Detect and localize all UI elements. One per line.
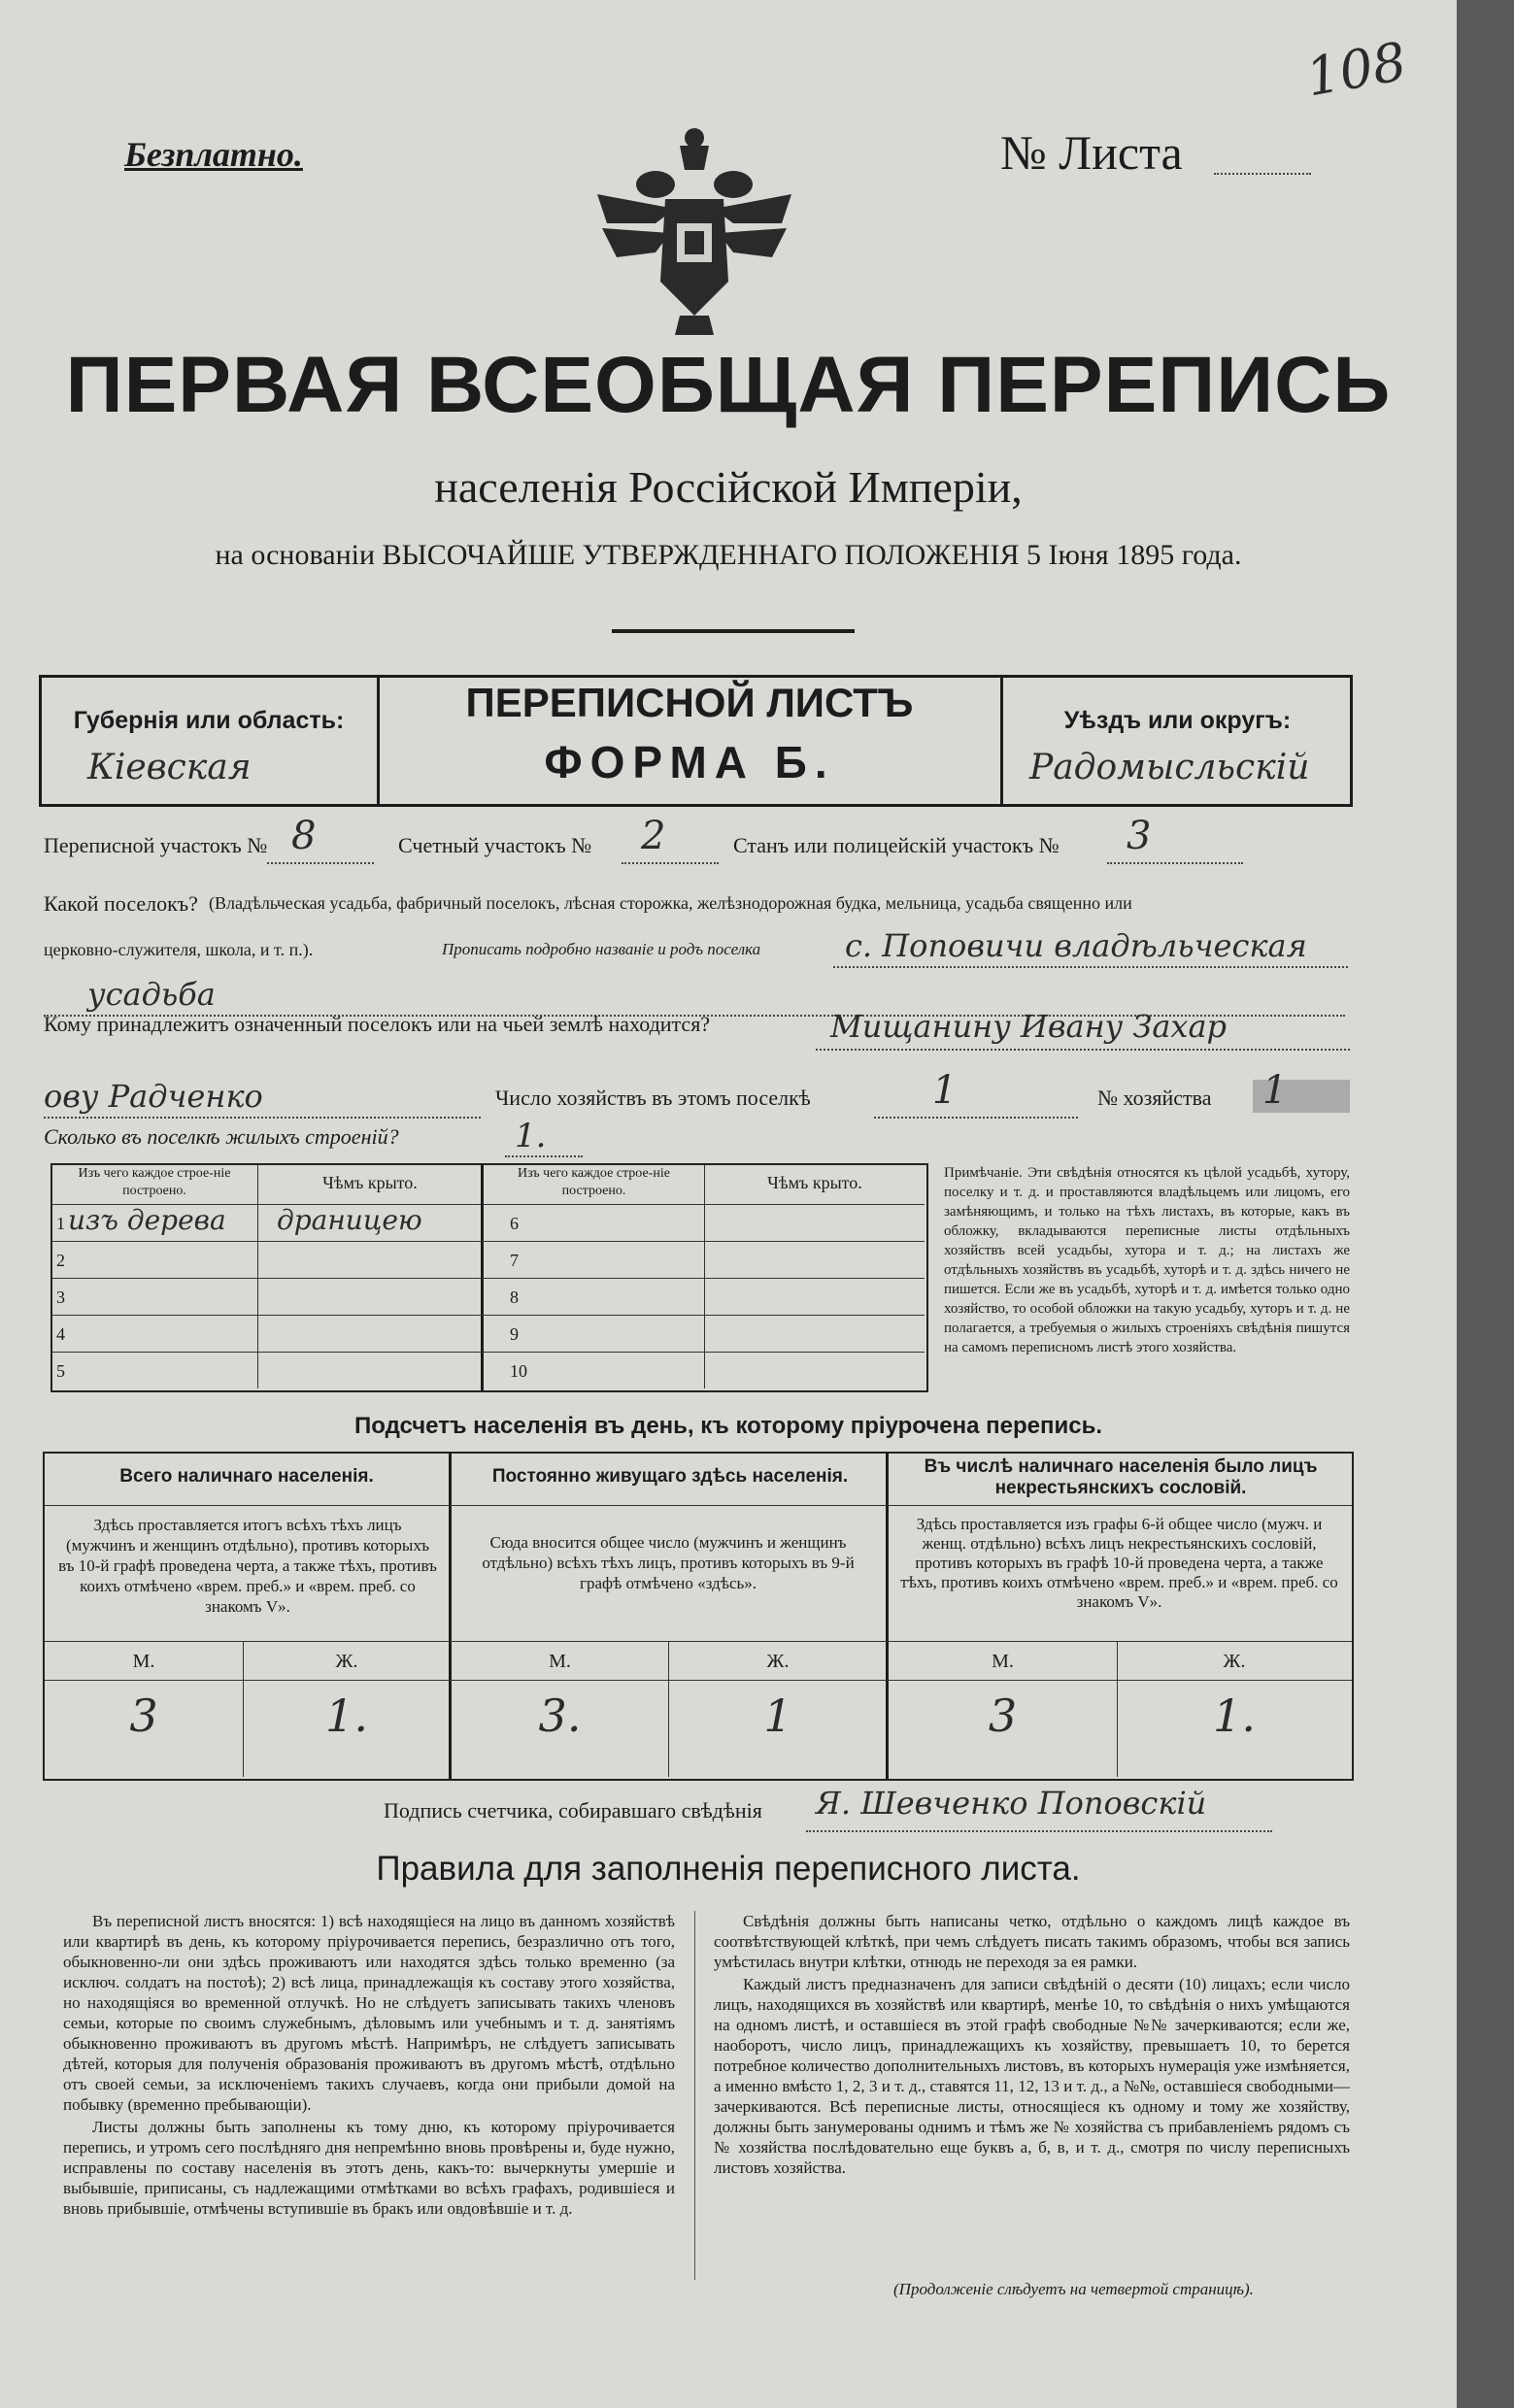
signature-label: Подпись счетчика, собиравшаго свѣдѣнія <box>384 1798 762 1823</box>
building-row-number: 6 <box>510 1214 519 1233</box>
gubernia-label: Губернія или область: <box>73 707 345 734</box>
owner-value-2: ову Радченко <box>44 1078 263 1115</box>
rules-paragraph: Въ переписной листъ вносятся: 1) всѣ находящіеся на лицо въ данномъ хозяйствѣ или квартирѣ въ день, къ которому пріурочивается перепись, безразлично отъ того, обыкновенно-ли они здѣсь проживаютъ или находятся здѣсь только временно (за исключ. солдатъ на постоѣ); 2) всѣ лица, принадлежащія къ составу этого хозяйства, но находящіяся во временной отлучкѣ. Но не слѣдуетъ записывать такихъ членовъ семьи, которые по своимъ служебнымъ, дѣловымъ или учебнымъ и т. д. занятіямъ обыкновенно проживаютъ въ другомъ мѣстѣ. Напримѣръ, не слѣдуетъ записывать дѣтей, которыя для полученія образованія проживаютъ въ другомъ мѣстѣ, отдѣльно отъ своей семьи, за исключеніемъ такихъ случаевъ, когда они прибыли домой на побывку (временно пребывающіи). <box>63 1912 675 2114</box>
counting-district-value: 2 <box>641 814 666 858</box>
female-label: Ж. <box>1223 1651 1246 1672</box>
free-label: Безплатно. <box>124 135 303 174</box>
building-row-number: 2 <box>56 1251 65 1270</box>
population-male-nonpeasant: 3 <box>988 1689 1018 1742</box>
continued-note: (Продолженіе слѣдуетъ на четвертой страницѣ). <box>893 2280 1254 2298</box>
owner-value-1: Мищанину Ивану Захар <box>830 1008 1228 1045</box>
building-row-number: 4 <box>56 1324 65 1344</box>
corner-archive-number: 108 <box>1301 30 1411 109</box>
page-title: ПЕРВАЯ ВСЕОБЩАЯ ПЕРЕПИСЬ <box>65 341 1392 429</box>
population-heading: Всего наличнаго населенія. <box>119 1466 374 1487</box>
female-label: Ж. <box>335 1651 358 1672</box>
settlement-value-1: с. Поповичи владѣльческая <box>845 927 1307 964</box>
population-heading: Постоянно живущаго здѣсь населенія. <box>491 1466 849 1487</box>
population-desc: Здѣсь проставляется итогъ всѣхъ тѣхъ лицъ (мужчинъ и женщинъ отдѣльно), противъ которыхъ въ 10-й графѣ проведена черта, а также тѣхъ, противъ коихъ отмѣчено «врем. преб.» и «врем. преб. со знакомъ V». <box>58 1516 437 1616</box>
col-material-right: Изъ чего каждое строе-ніе построено. <box>518 1166 670 1198</box>
population-heading: Въ числѣ наличнаго населенія было лицъ некрестьянскихъ сословій. <box>924 1456 1318 1498</box>
building-row-number: 9 <box>510 1324 519 1344</box>
building-row-number: 3 <box>56 1288 65 1307</box>
rules-title: Правила для заполненія переписного листа. <box>376 1850 1081 1888</box>
settlement-hint-line3: Прописать подробно названіе и родъ поселка <box>442 940 761 958</box>
col-roof-left: Чѣмъ крыто. <box>322 1173 418 1192</box>
male-label: М. <box>992 1651 1014 1672</box>
form-label: ФОРМА Б. <box>544 737 835 787</box>
counting-district-label: Счетный участокъ № <box>398 833 592 857</box>
rules-left-column <box>63 1911 675 2219</box>
rules-paragraph: Листы должны быть заполнены къ тому дню, къ которому пріурочивается перепись, и утромъ сего послѣдняго дня непремѣнно вновь провѣрены и, буде нужно, исправлены по составу населенія въ этотъ день, какъ-то: вычеркнуты умершіе и выбывшіе, приписаны, съ надлежащими отмѣтками во всѣхъ графахъ, родившіеся и вновь прибывшіе, отмѣчены вступившіе въ бракъ или овдовѣвшіе и т. д. <box>63 2118 675 2218</box>
settlement-label: Какой поселокъ? <box>44 891 198 916</box>
building-row-number: 8 <box>510 1288 519 1307</box>
legal-basis: на основаніи ВЫСОЧАЙШЕ УТВЕРЖДЕННАГО ПОЛОЖЕНІЯ 5 Іюня 1895 года. <box>215 539 1242 571</box>
sheet-number-label: № Листа <box>1000 125 1183 180</box>
population-male-permanent: 3. <box>538 1689 582 1742</box>
households-value: 1 <box>932 1068 958 1113</box>
dwellings-value: 1. <box>515 1117 547 1155</box>
census-district-label: Переписной участокъ № <box>44 833 268 857</box>
stan-label: Станъ или полицейскій участокъ № <box>733 833 1060 857</box>
population-female-total: 1. <box>325 1689 368 1742</box>
col-roof-right: Чѣмъ крыто. <box>767 1173 862 1192</box>
signature-value: Я. Шевченко Поповскій <box>816 1785 1207 1822</box>
population-female-nonpeasant: 1. <box>1213 1689 1256 1742</box>
building-roof: драницею <box>277 1204 422 1236</box>
divider <box>612 629 855 633</box>
population-female-permanent: 1 <box>763 1689 792 1742</box>
building-material: изъ дерева <box>68 1204 226 1236</box>
male-label: М. <box>132 1651 155 1672</box>
population-desc: Здѣсь проставляется изъ графы 6-й общее число (мужч. и женщ. отдѣльно) всѣхъ лицъ некрестьянскихъ сословій, противъ которыхъ въ графѣ 10-й проведена черта, а также тѣхъ, противъ коихъ отмѣчено «врем. преб.» и «врем. преб. со знакомъ V». <box>900 1515 1338 1611</box>
female-label: Ж. <box>766 1651 790 1672</box>
census-district-value: 8 <box>291 814 317 858</box>
note-text: Примѣчаніе. Эти свѣдѣнія относятся къ цѣлой усадьбѣ, хутору, поселку и т. д. и проставляются владѣльцемъ или лицомъ, его замѣняющимъ, и только на тѣхъ листахъ, въ которые, какъ въ обложку, вкладываются переписные листы отдѣльныхъ хозяйствъ всей усадьбы, хутора и т. д.; на листахъ же отдѣльныхъ хозяйствъ въ усадьбѣ, хуторѣ и т. д. здѣсь ничего не пишется. Если же въ усадьбѣ, хуторѣ и т. д. имѣется только одно хозяйство, то особой обложки на такую усадьбу, хуторъ и т. д. не полагается, а требуемыя о жилыхъ строеніяхъ свѣдѣнія пишутся на самомъ переписномъ листѣ этого хозяйства. <box>944 1165 1350 1355</box>
owner-label: Кому принадлежитъ означенный поселокъ или на чьей землѣ находится? <box>44 1012 711 1036</box>
population-male-total: 3 <box>129 1689 158 1742</box>
building-row-number: 5 <box>56 1361 65 1381</box>
building-row-number: 7 <box>510 1251 519 1270</box>
col-material-left: Изъ чего каждое строе-ніе построено. <box>78 1166 231 1198</box>
building-row-number: 10 <box>510 1361 527 1381</box>
settlement-hint-line2: церковно-служителя, школа, и т. п.). <box>44 940 314 959</box>
gubernia-value: Кіевская <box>87 748 252 787</box>
dwellings-label: Сколько въ поселкѣ жилыхъ строеній? <box>44 1124 399 1149</box>
household-number-value: 1 <box>1262 1068 1288 1113</box>
rules-paragraph: Свѣдѣнія должны быть написаны четко, отдѣльно о каждомъ лицѣ каждое въ соотвѣтствующей клѣткѣ, при чемъ слѣдуетъ писать такимъ образомъ, чтобы вся запись умѣстилась внутри клѣтки, отнюдь не переходя за ея рамки. <box>714 1912 1350 1971</box>
page-subtitle: населенія Россійской Имперіи, <box>434 462 1023 512</box>
sheet-title: ПЕРЕПИСНОЙ ЛИСТЪ <box>465 680 914 725</box>
rules-paragraph: Каждый листъ предназначенъ для записи свѣдѣній о десяти (10) лицахъ; если число лицъ, находящихся въ хозяйствѣ или квартирѣ, менѣе 10, то свѣдѣнія о нихъ умѣщаются на одномъ листѣ, и оставшіеся въ этой графѣ свободные №№ зачеркиваются; если же, наоборотъ, число лицъ, принадлежащихъ къ хозяйству, превышаетъ 10, то берется потребное количество дополнительныхъ листовъ, въ которыхъ нумерація уже измѣняется, а именно вмѣсто 1, 2, 3 и т. д., ставятся 11, 12, 13 и т. д., а №№, оставшіеся свободными—зачеркиваются. Всѣ переписные листы, относящіеся къ одному и тому же хозяйству, должны быть занумерованы однимъ и тѣмъ же № хозяйства съ прибавленіемъ рядомъ съ № хозяйства послѣдовательно еще буквъ а, б, в, и т. д., смотря по числу переписныхъ листовъ хозяйства. <box>714 1975 1350 2177</box>
settlement-hint-line1: (Владѣльческая усадьба, фабричный поселокъ, лѣсная сторожка, желѣзнодорожная будка, мельница, усадьба священно или <box>209 893 1132 913</box>
rules-right-column <box>714 1911 1350 2178</box>
households-label: Число хозяйствъ въ этомъ поселкѣ <box>495 1086 811 1110</box>
uezd-value: Радомысльскій <box>1029 748 1310 787</box>
building-row-number: 1 <box>56 1214 65 1233</box>
household-number-label: № хозяйства <box>1097 1086 1212 1110</box>
settlement-value-2: усадьба <box>87 976 216 1013</box>
uezd-label: Уѣздъ или округъ: <box>1063 707 1292 734</box>
male-label: М. <box>549 1651 571 1672</box>
population-title: Подсчетъ населенія въ день, къ которому пріурочена перепись. <box>354 1413 1102 1439</box>
stan-value: 3 <box>1127 814 1152 858</box>
population-desc: Сюда вносится общее число (мужчинъ и женщинъ отдѣльно) всѣхъ тѣхъ лицъ, противъ которыхъ въ 9-й графѣ отмѣчено «здѣсь». <box>482 1533 855 1592</box>
coat-of-arms-icon <box>588 117 801 340</box>
